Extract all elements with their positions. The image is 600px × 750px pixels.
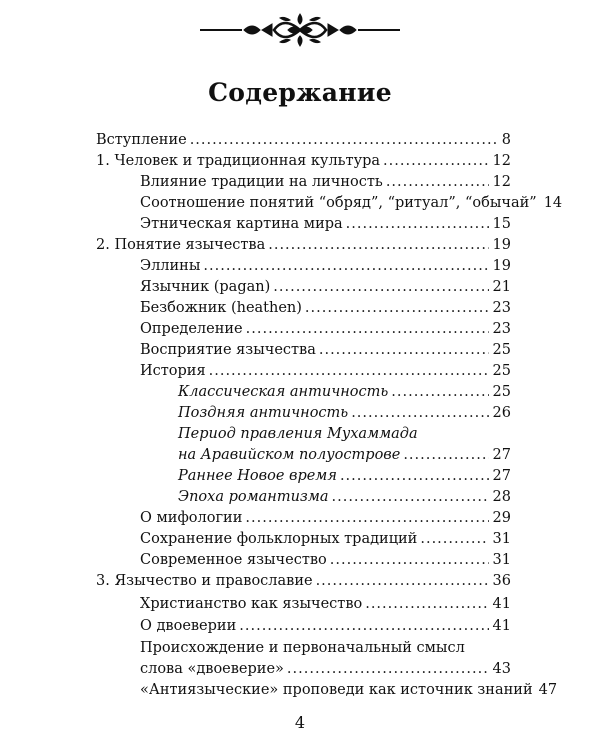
toc-entry: Эпоха романтизма ..... 28	[178, 487, 511, 508]
toc-entry: слова «двоеверие» ..... 43	[140, 659, 511, 680]
toc-entry: Поздняя античность ..... 26	[178, 403, 511, 424]
toc-entry: Раннее Новое время ..... 27	[178, 466, 511, 487]
toc-entry: Период правления Мухаммада	[178, 426, 418, 442]
toc-entry: Христианство как язычество ..... 41	[140, 594, 511, 615]
toc-entry: на Аравийском полуострове ..... 27	[178, 445, 511, 466]
toc-entry: 1. Человек и традиционная культура ..... 12	[96, 151, 511, 172]
toc-entry: Вступление ..... 8	[96, 130, 511, 151]
toc-entry: Происхождение и первоначальный смысл	[140, 640, 465, 656]
toc-entry: «Антиязыческие» проповеди как источник знаний 47	[140, 682, 558, 698]
toc-entry: История ..... 25	[140, 361, 511, 382]
toc-entry: Определение ..... 23	[140, 319, 511, 340]
toc-entry: Язычник (pagan) ..... 21	[140, 277, 511, 298]
toc-entry: Сохранение фольклорных традиций ..... 31	[140, 529, 511, 550]
page-title: Содержание	[208, 78, 392, 107]
toc-entry: Соотношение понятий “обряд”, “ритуал”, “обычай” 14	[140, 195, 563, 211]
toc-entry: 3. Язычество и православие ..... 36	[96, 571, 511, 592]
toc-entry: 2. Понятие язычества ..... 19	[96, 235, 511, 256]
page-number: 4	[294, 713, 306, 732]
toc-entry: Эллины ..... 19	[140, 256, 511, 277]
toc-entry: Современное язычество ..... 31	[140, 550, 511, 571]
toc-entry: О мифологии ..... 29	[140, 508, 511, 529]
toc-entry: О двоеверии ..... 41	[140, 616, 511, 637]
toc-entry: Классическая античность ..... 25	[178, 382, 511, 403]
toc-entry: Этническая картина мира ..... 15	[140, 214, 511, 235]
toc-entry: Восприятие язычества ..... 25	[140, 340, 511, 361]
toc-entry: Влияние традиции на личность ..... 12	[140, 172, 511, 193]
toc-entry: Безбожник (heathen) ..... 23	[140, 298, 511, 319]
